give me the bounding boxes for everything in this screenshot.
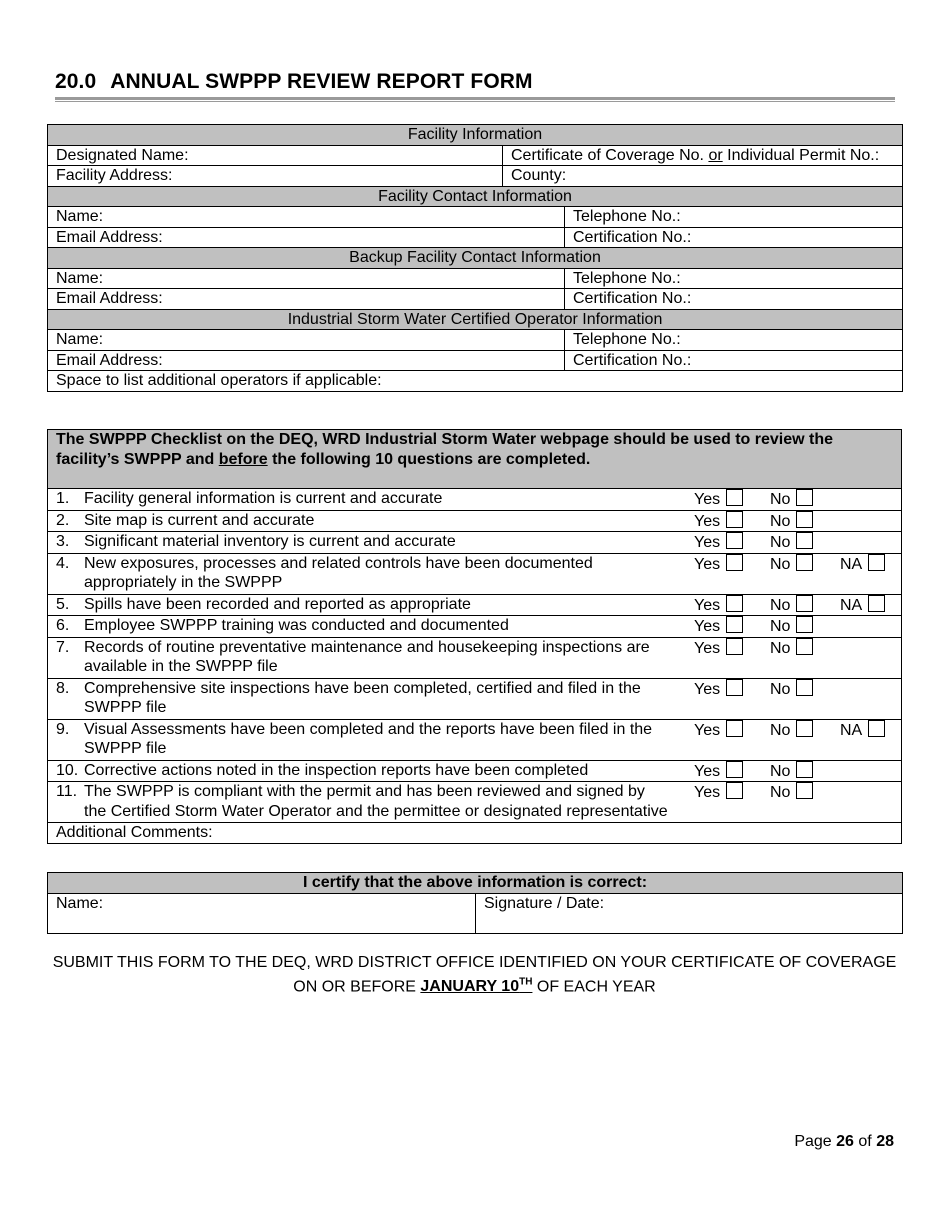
na-checkbox[interactable] (868, 595, 885, 612)
question-number: 6. (56, 617, 70, 634)
certification-header: I certify that the above information is correct: (48, 873, 903, 894)
no-option (770, 638, 813, 659)
no-checkbox[interactable] (796, 679, 813, 696)
na-option (840, 554, 885, 575)
no-option (770, 616, 813, 637)
checklist-row (48, 616, 902, 638)
question-wrap (56, 638, 893, 677)
checklist-cell (48, 719, 902, 760)
na-option (840, 595, 885, 616)
question-wrap (56, 720, 893, 759)
question-text: Visual Assessments have been completed and the reports have been filed in the SWPPP file (84, 720, 653, 757)
coverage-label: Certificate of Coverage No. (511, 146, 704, 164)
question-number: 7. (56, 638, 70, 656)
deadline-sup: TH (519, 977, 533, 988)
yes-option (694, 679, 743, 700)
question-number: 9. (56, 720, 70, 738)
yes-option (694, 511, 743, 532)
no-checkbox[interactable] (796, 782, 813, 799)
no-option (770, 679, 813, 700)
yes-label: Yes (694, 534, 721, 551)
question-text: Site map is current and accurate (84, 511, 315, 529)
cert-name-field[interactable]: Name: (48, 893, 476, 933)
submit-instructions (47, 953, 902, 997)
question-number: 10. (56, 761, 79, 779)
na-option (840, 720, 885, 741)
no-label: No (770, 512, 791, 530)
no-option (770, 761, 813, 782)
yes-option (694, 782, 743, 803)
checklist-row (48, 782, 902, 823)
yes-checkbox[interactable] (726, 554, 743, 571)
swppp-checklist-table (47, 429, 902, 844)
checklist-row (48, 553, 902, 594)
no-checkbox[interactable] (796, 511, 813, 528)
page-of: of (858, 1133, 872, 1150)
additional-operators-field[interactable]: Space to list additional operators if applicable: (48, 371, 903, 392)
page-number (794, 1133, 894, 1151)
no-label: No (770, 721, 791, 739)
yes-option (694, 761, 743, 782)
no-label: No (770, 639, 791, 657)
question-text: Significant material inventory is current and accurate (84, 533, 456, 550)
question-text: The SWPPP is compliant with the permit and has been reviewed and signed by the Certified Storm Water Operator and the permittee or designated representative (84, 783, 668, 820)
yes-label: Yes (694, 491, 721, 508)
backup-cert-field[interactable]: Certification No.: (565, 289, 903, 310)
na-label: NA (840, 555, 863, 573)
backup-email-field[interactable]: Email Address: (48, 289, 565, 310)
question-number: 1. (56, 490, 70, 507)
form-title: ANNUAL SWPPP REVIEW REPORT FORM (110, 70, 533, 93)
yes-checkbox[interactable] (726, 532, 743, 549)
question-wrap (56, 489, 893, 509)
question-number: 2. (56, 511, 70, 529)
question-wrap (56, 554, 893, 593)
checklist-row (48, 678, 902, 719)
checklist-questions (48, 489, 902, 823)
yes-option (694, 720, 743, 741)
yes-checkbox[interactable] (726, 761, 743, 778)
no-option (770, 532, 813, 553)
no-label: No (770, 784, 791, 801)
no-option (770, 511, 813, 532)
yes-checkbox[interactable] (726, 595, 743, 612)
question-text: Comprehensive site inspections have been completed, certified and filed in the SWPPP file (84, 679, 641, 716)
yes-label: Yes (694, 555, 721, 573)
yes-label: Yes (694, 784, 721, 801)
na-checkbox[interactable] (868, 720, 885, 737)
operator-email-field[interactable]: Email Address: (48, 350, 565, 371)
designated-name-field[interactable]: Designated Name: (48, 145, 503, 166)
checklist-cell (48, 532, 902, 554)
page-title (55, 70, 533, 94)
na-label: NA (840, 596, 863, 614)
yes-label: Yes (694, 639, 721, 657)
yes-label: Yes (694, 596, 721, 614)
no-checkbox[interactable] (796, 720, 813, 737)
question-number: 3. (56, 533, 70, 550)
question-number: 11. (56, 783, 78, 800)
checklist-row (48, 719, 902, 760)
no-option (770, 782, 813, 803)
deadline-text: JANUARY 10 (420, 978, 520, 996)
no-checkbox[interactable] (796, 595, 813, 612)
facility-contact-header: Facility Contact Information (48, 186, 903, 207)
checklist-row (48, 532, 902, 554)
question-wrap (56, 616, 893, 636)
submit-deadline (420, 978, 532, 995)
checklist-cell (48, 616, 902, 638)
submit-text-2: OF EACH YEAR (536, 978, 656, 996)
contact-cert-field[interactable]: Certification No.: (565, 227, 903, 248)
no-checkbox[interactable] (796, 616, 813, 633)
no-option (770, 554, 813, 575)
yes-checkbox[interactable] (726, 638, 743, 655)
checklist-cell (48, 637, 902, 678)
no-checkbox[interactable] (796, 761, 813, 778)
yes-option (694, 616, 743, 637)
checklist-row (48, 510, 902, 532)
no-label: No (770, 555, 791, 573)
no-option (770, 595, 813, 616)
checklist-row (48, 489, 902, 511)
checklist-cell (48, 782, 902, 823)
yes-label: Yes (694, 680, 721, 698)
contact-name-field[interactable]: Name: (48, 207, 565, 228)
no-label: No (770, 534, 791, 551)
no-checkbox[interactable] (796, 532, 813, 549)
backup-name-field[interactable]: Name: (48, 268, 565, 289)
question-number: 5. (56, 595, 70, 613)
question-wrap (56, 532, 893, 552)
question-wrap (56, 782, 893, 821)
coverage-or: or (708, 146, 723, 164)
title-rule (55, 97, 895, 100)
no-checkbox[interactable] (796, 638, 813, 655)
checklist-cell (48, 489, 902, 511)
yes-label: Yes (694, 512, 721, 530)
checklist-row (48, 594, 902, 616)
yes-option (694, 554, 743, 575)
yes-label: Yes (694, 762, 721, 780)
page-current: 26 (836, 1133, 854, 1150)
yes-checkbox[interactable] (726, 511, 743, 528)
no-checkbox[interactable] (796, 489, 813, 506)
na-checkbox[interactable] (868, 554, 885, 571)
county-field[interactable]: County: (503, 166, 903, 187)
yes-checkbox[interactable] (726, 679, 743, 696)
no-label: No (770, 762, 791, 780)
coverage-label-end: Individual Permit No.: (727, 146, 880, 164)
checklist-row (48, 760, 902, 782)
facility-info-header: Facility Information (48, 125, 903, 146)
question-text: Corrective actions noted in the inspection reports have been completed (84, 761, 589, 779)
no-label: No (770, 680, 791, 698)
question-number: 8. (56, 679, 70, 697)
contact-phone-field[interactable]: Telephone No.: (565, 207, 903, 228)
backup-contact-header: Backup Facility Contact Information (48, 248, 903, 269)
yes-label: Yes (694, 721, 721, 739)
facility-address-field[interactable]: Facility Address: (48, 166, 503, 187)
backup-phone-field[interactable]: Telephone No.: (565, 268, 903, 289)
question-wrap (56, 761, 893, 781)
question-wrap (56, 511, 893, 531)
question-text: New exposures, processes and related controls have been documented appropriately in the SWPPP (84, 554, 593, 591)
yes-checkbox[interactable] (726, 720, 743, 737)
no-label: No (770, 491, 791, 508)
facility-information-table (47, 124, 903, 392)
section-number: 20.0 (55, 70, 97, 93)
intro-text-1: The SWPPP Checklist on the DEQ, WRD Industrial Storm Water webpage should be used to review the facility’s SWPPP and (56, 431, 834, 468)
additional-comments-field[interactable]: Additional Comments: (48, 823, 902, 844)
page-total: 28 (876, 1133, 894, 1150)
na-label: NA (840, 721, 863, 739)
checklist-cell (48, 678, 902, 719)
question-text: Employee SWPPP training was conducted and documented (84, 617, 509, 634)
yes-checkbox[interactable] (726, 489, 743, 506)
question-number: 4. (56, 554, 70, 572)
checklist-cell (48, 510, 902, 532)
yes-label: Yes (694, 618, 721, 635)
page-prefix: Page (794, 1133, 832, 1150)
operator-header: Industrial Storm Water Certified Operator Information (48, 309, 903, 330)
question-wrap (56, 679, 893, 718)
question-text: Facility general information is current and accurate (84, 490, 443, 507)
operator-phone-field[interactable]: Telephone No.: (565, 330, 903, 351)
checklist-cell (48, 553, 902, 594)
checklist-intro (48, 430, 902, 489)
no-label: No (770, 618, 791, 635)
yes-checkbox[interactable] (726, 616, 743, 633)
intro-text-2: the following 10 questions are completed. (272, 450, 591, 468)
certification-table (47, 872, 903, 934)
signature-date-field[interactable]: Signature / Date: (476, 893, 903, 933)
yes-option (694, 489, 743, 510)
checklist-cell (48, 594, 902, 616)
yes-option (694, 638, 743, 659)
intro-underline: before (218, 450, 268, 468)
no-option (770, 489, 813, 510)
no-label: No (770, 596, 791, 614)
checklist-row (48, 637, 902, 678)
contact-email-field[interactable]: Email Address: (48, 227, 565, 248)
question-text: Spills have been recorded and reported as appropriate (84, 595, 471, 613)
operator-name-field[interactable]: Name: (48, 330, 565, 351)
title-rule-thin (55, 101, 895, 102)
question-text: Records of routine preventative maintenance and housekeeping inspections are available in the SWPPP file (84, 638, 650, 675)
operator-cert-field[interactable]: Certification No.: (565, 350, 903, 371)
question-wrap (56, 595, 893, 615)
yes-option (694, 595, 743, 616)
yes-option (694, 532, 743, 553)
no-option (770, 720, 813, 741)
submit-text-1: SUBMIT THIS FORM TO THE DEQ, WRD DISTRICT OFFICE IDENTIFIED ON YOUR CERTIFICATE OF COVERAGE ON OR BEFORE (52, 954, 897, 996)
checklist-cell (48, 760, 902, 782)
coverage-number-field[interactable] (503, 145, 903, 166)
yes-checkbox[interactable] (726, 782, 743, 799)
no-checkbox[interactable] (796, 554, 813, 571)
